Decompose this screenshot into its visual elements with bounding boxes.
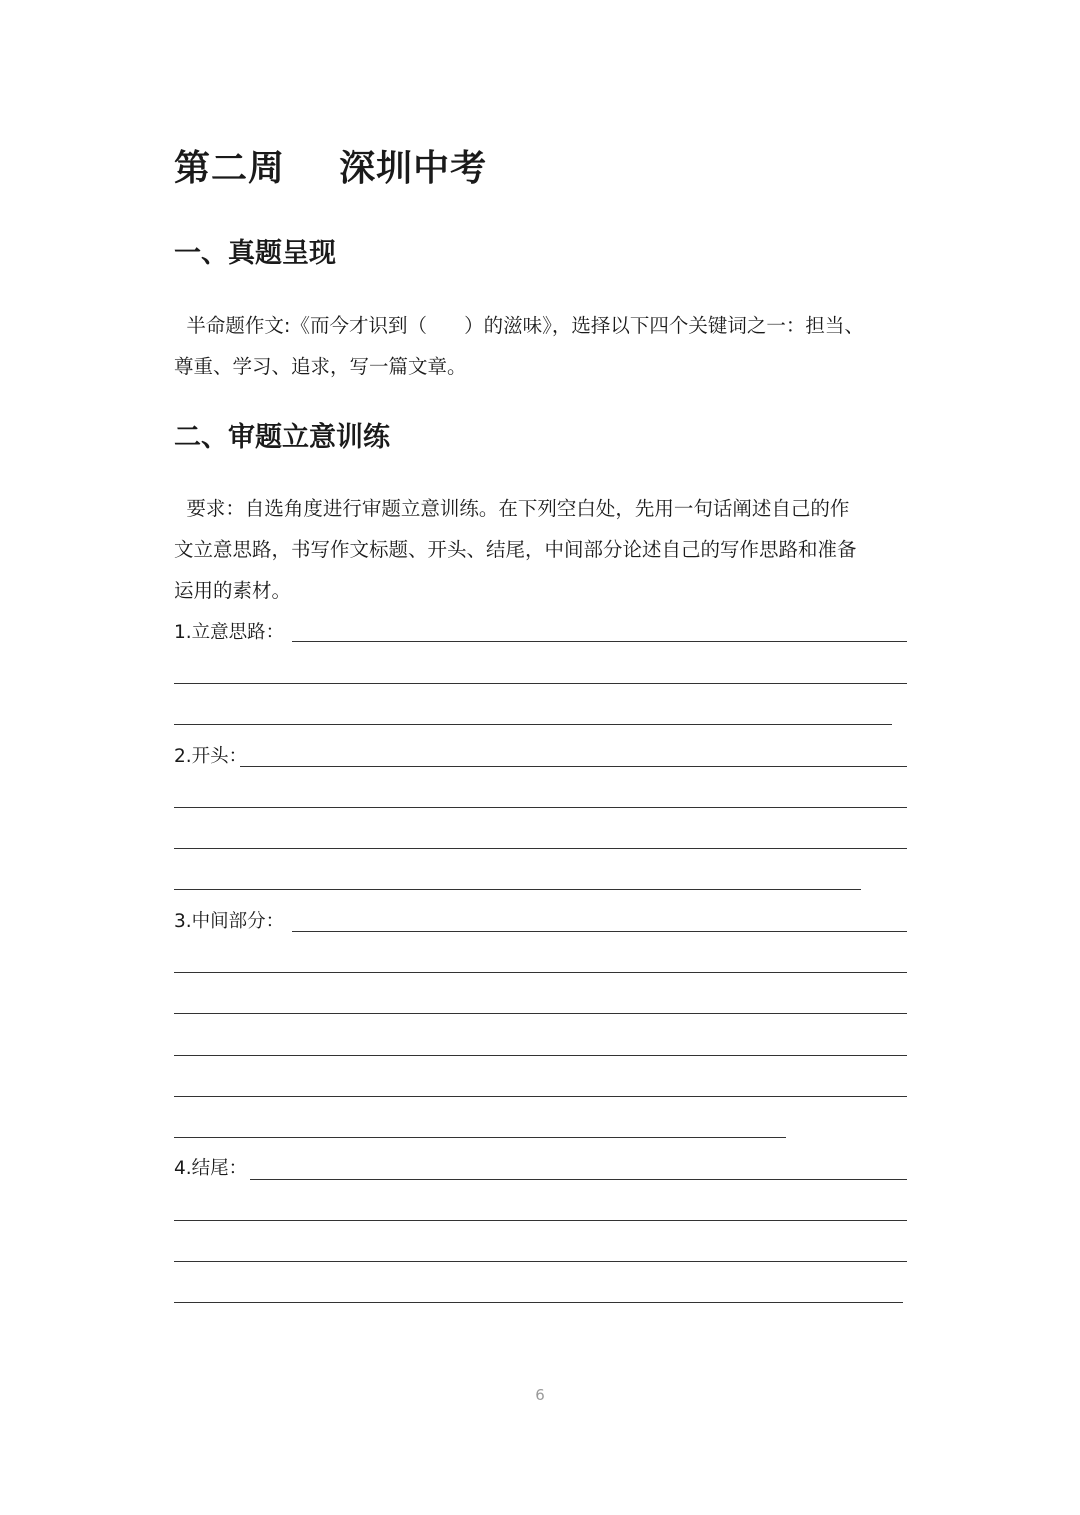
answer-line[interactable] <box>174 1137 786 1138</box>
requirement-line-1: 要求：自选角度进行审题立意训练。在下列空白处，先用一句话阐述自己的作 <box>174 497 850 520</box>
field-label-middle: 3.中间部分： <box>174 911 285 932</box>
prompt-line-1: 半命题作文:《而今才识到（ ）的滋味》，选择以下四个关键词之一：担当、 <box>174 314 864 337</box>
answer-line[interactable] <box>174 1261 907 1262</box>
answer-line[interactable] <box>174 683 907 684</box>
field-label-idea: 1.立意思路： <box>174 622 285 643</box>
field-label-opening: 2.开头： <box>174 746 248 767</box>
answer-line[interactable] <box>174 1055 907 1056</box>
section-heading-two: 二、审题立意训练 <box>174 422 390 453</box>
answer-line[interactable] <box>174 972 907 973</box>
requirement-line-2: 文立意思路，书写作文标题、开头、结尾，中间部分论述自己的写作思路和准备 <box>174 538 857 561</box>
page-title: 第二周 深圳中考 <box>174 148 488 189</box>
answer-line[interactable] <box>174 1302 903 1303</box>
answer-line[interactable] <box>174 848 907 849</box>
answer-line[interactable] <box>174 807 907 808</box>
answer-line[interactable] <box>292 931 907 932</box>
answer-line[interactable] <box>174 1013 907 1014</box>
answer-line[interactable] <box>174 724 892 725</box>
answer-line[interactable] <box>174 1096 907 1097</box>
answer-line[interactable] <box>240 766 907 767</box>
answer-line[interactable] <box>174 1220 907 1221</box>
section-heading-one: 一、真题呈现 <box>174 238 336 269</box>
page-number: 6 <box>535 1386 545 1404</box>
answer-line[interactable] <box>292 641 907 642</box>
field-label-ending: 4.结尾： <box>174 1158 248 1179</box>
answer-line[interactable] <box>174 889 861 890</box>
requirement-line-3: 运用的素材。 <box>174 579 292 602</box>
answer-line[interactable] <box>250 1179 907 1180</box>
prompt-line-2: 尊重、学习、追求，写一篇文章。 <box>174 355 467 378</box>
